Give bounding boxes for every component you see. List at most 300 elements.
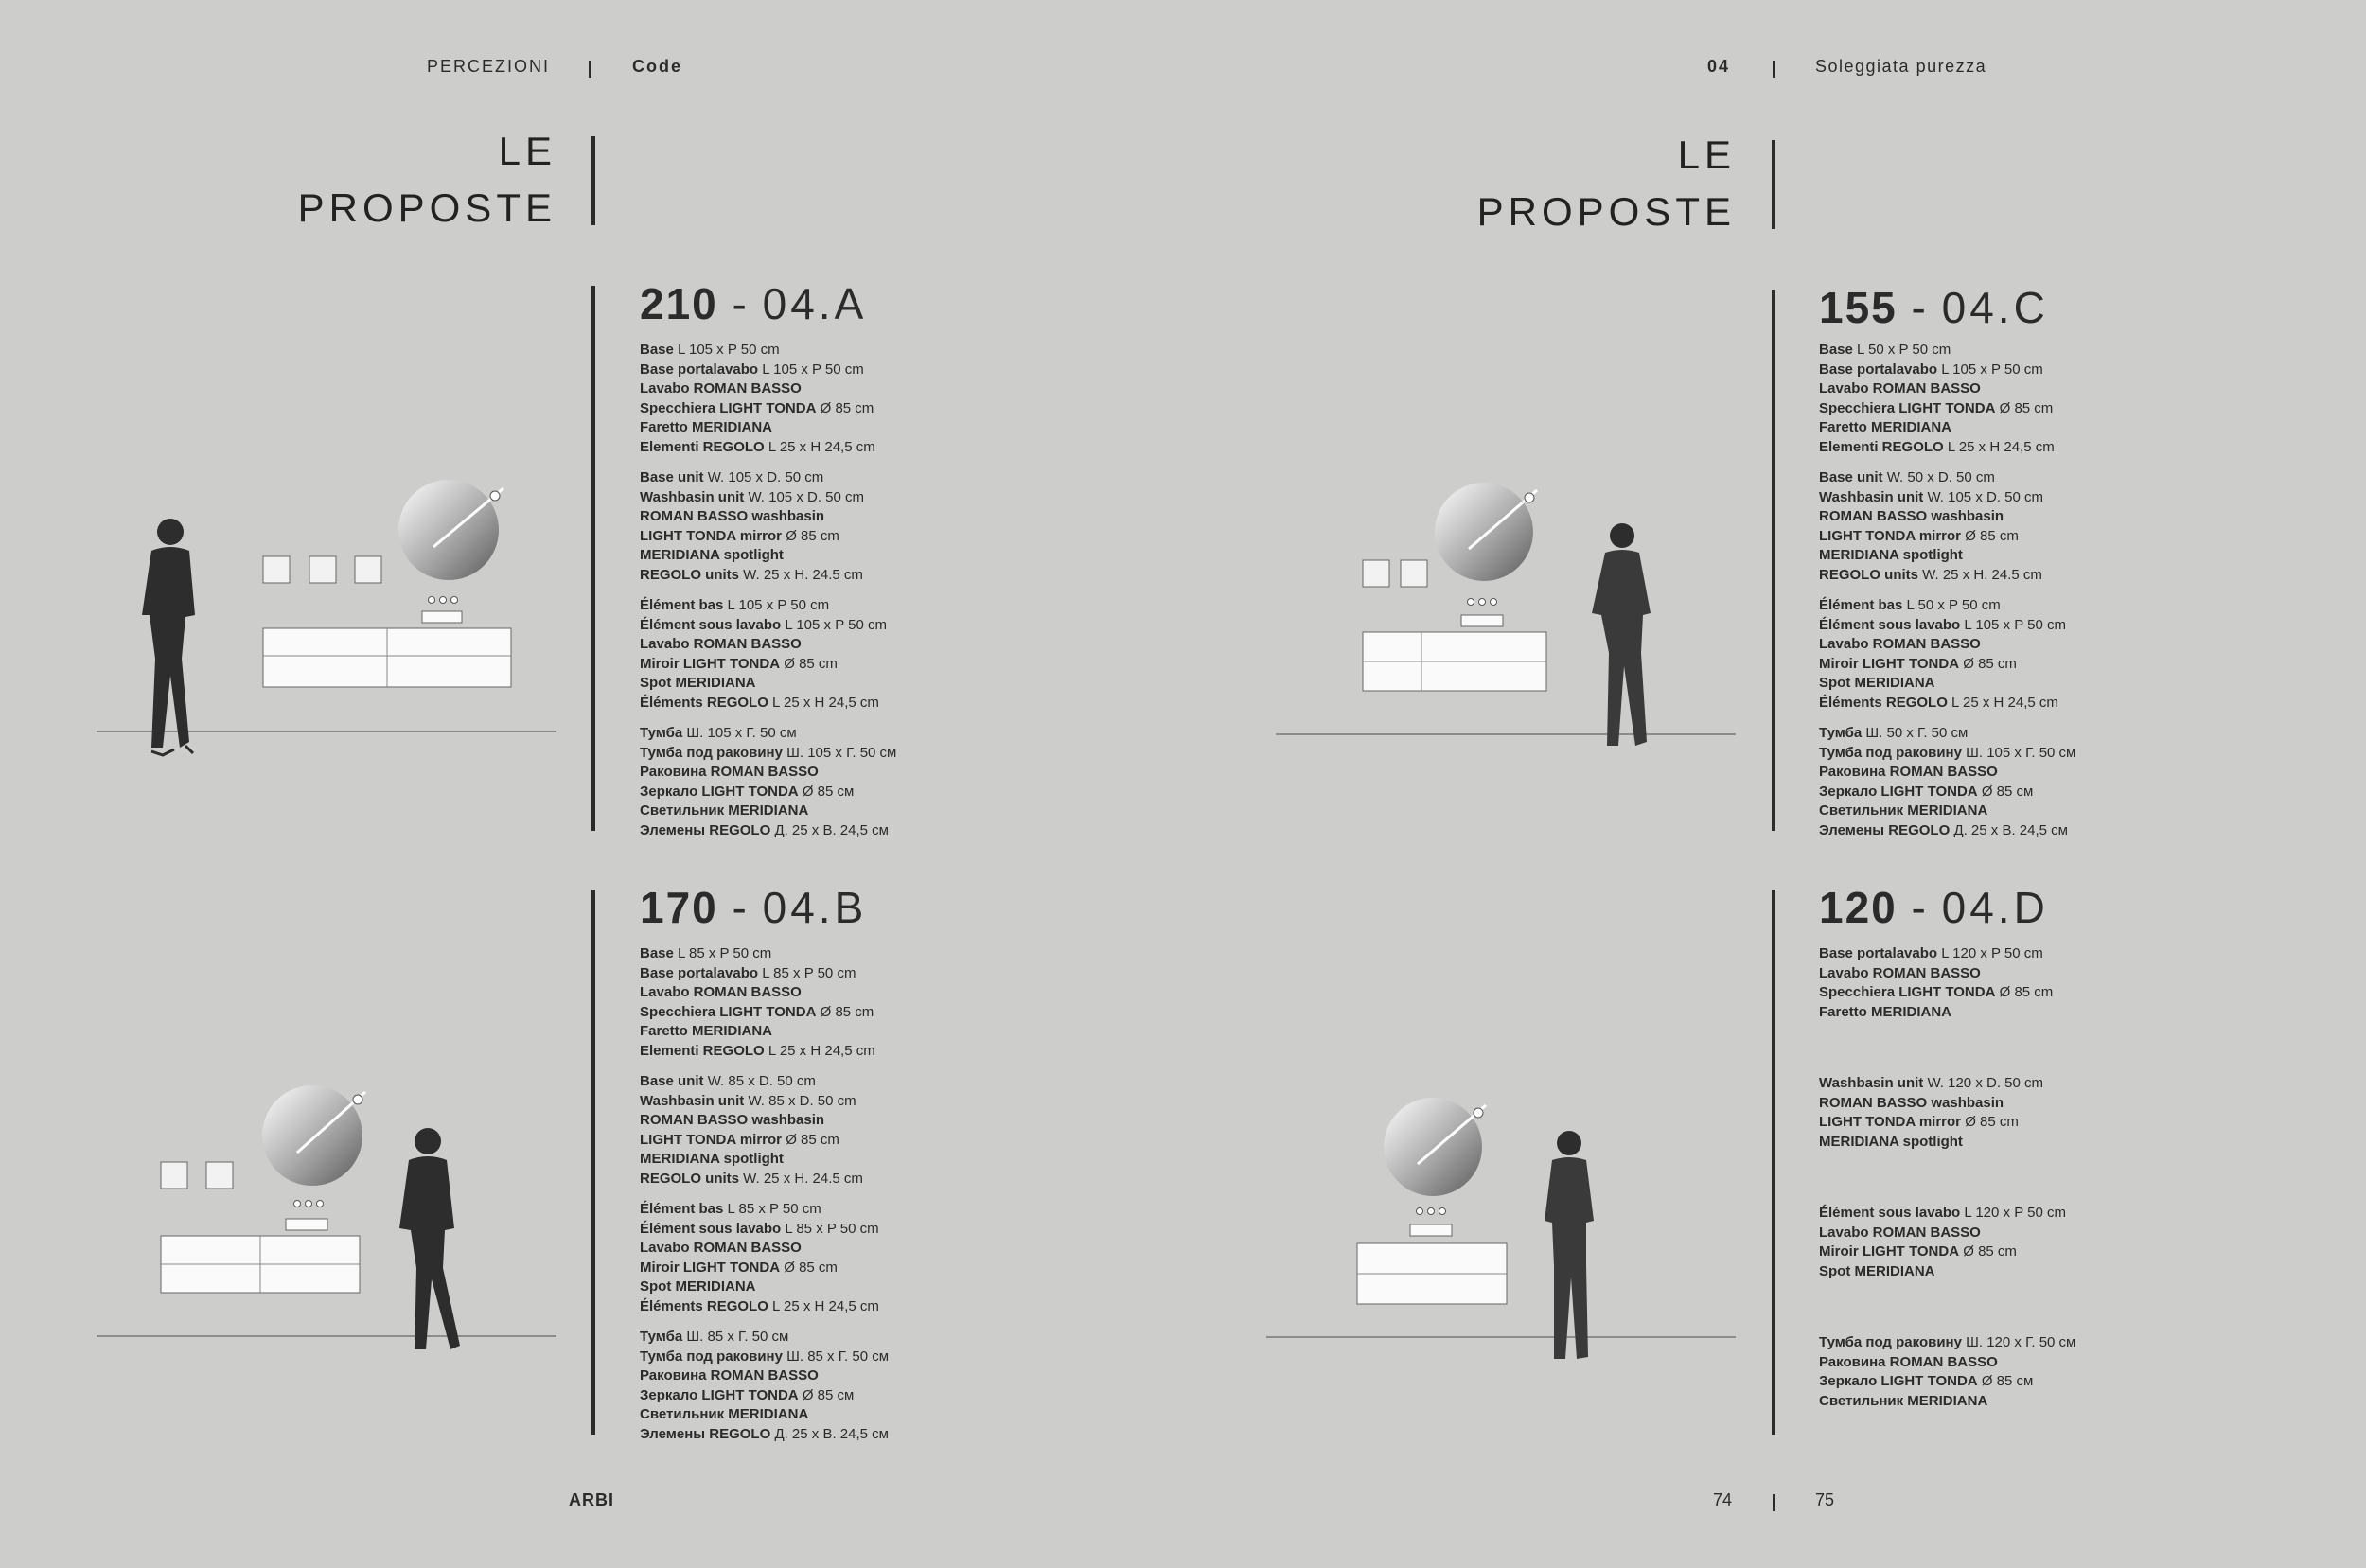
spec-item-dimension: Ø 85 см [802, 783, 855, 800]
spec-item-dimension: Ø 85 cm [1963, 655, 2017, 672]
proposal-c-title [1819, 282, 2049, 333]
spec-item-dimension: Д. 25 x В. 24,5 см [1953, 821, 2068, 838]
spec-line [640, 1425, 889, 1445]
spec-item-name: Élément sous lavabo [640, 1220, 782, 1237]
proposal-b-divider [592, 890, 595, 1435]
vanity-cabinet-icon [1357, 1224, 1507, 1304]
footer-divider [1773, 1494, 1775, 1511]
spec-item-name: Éléments REGOLO [640, 1297, 768, 1314]
spec-group [1819, 468, 2075, 585]
header-chapter-title [632, 57, 682, 77]
spec-item-dimension: L 50 x P 50 cm [1906, 597, 2001, 613]
spec-group [1819, 1074, 2075, 1152]
spec-group [640, 1328, 889, 1444]
spec-group [1819, 724, 2075, 840]
round-mirror-icon [1435, 483, 1537, 581]
proposal-b-code: 04.B [762, 883, 868, 932]
proposal-c-divider [1772, 290, 1775, 831]
proposal-d-divider [1772, 890, 1775, 1435]
spec-item-dimension: L 25 x H 24,5 cm [768, 1042, 875, 1059]
spec-item-name: Spot MERIDIANA [640, 1278, 756, 1295]
spec-item-dimension: Ø 85 cm [786, 1131, 839, 1148]
spotlight-icon [1417, 1208, 1446, 1215]
person-figure-icon [399, 1128, 460, 1349]
spec-line [1819, 361, 2075, 380]
spec-item-name: Зеркало LIGHT TONDA [1819, 1373, 1978, 1389]
spec-group [1819, 1333, 2075, 1411]
round-mirror-icon [1384, 1098, 1486, 1196]
spec-line [1819, 616, 2075, 636]
header-section: PERCEZIONI [427, 57, 551, 76]
spec-item-name: Lavabo ROMAN BASSO [1819, 964, 1981, 981]
spec-item-dimension: L 85 x P 50 cm [727, 1201, 821, 1217]
title-divider-left [592, 136, 595, 225]
round-mirror-icon [262, 1085, 365, 1186]
spec-item-name: Lavabo ROMAN BASSO [1819, 1224, 1981, 1241]
spec-line [1819, 596, 2075, 616]
spec-item-name: Éléments REGOLO [1819, 694, 1948, 711]
spec-item-dimension: L 105 x P 50 cm [678, 342, 780, 358]
spec-line [1819, 507, 2075, 527]
spec-line [640, 1277, 889, 1297]
spec-item-name: Base unit [640, 1073, 704, 1089]
spec-line [1819, 983, 2075, 1003]
spec-group [1819, 944, 2075, 1022]
header-divider-left [589, 61, 592, 78]
spec-item-dimension: Ø 85 см [802, 1386, 855, 1403]
spec-item-name: Светильник MERIDIANA [1819, 1392, 1988, 1409]
spec-item-name: Miroir LIGHT TONDA [1819, 1243, 1960, 1260]
spec-item-name: REGOLO units [640, 1170, 739, 1187]
spec-line [640, 546, 896, 566]
spec-item-dimension: L 25 x H 24,5 cm [1947, 438, 2055, 455]
spec-line [640, 1072, 889, 1092]
regolo-square-unit-icon [1363, 560, 1427, 587]
spec-item-name: Раковина ROMAN BASSO [640, 1367, 819, 1383]
spotlight-icon [1468, 599, 1497, 606]
spec-line [1819, 1392, 2075, 1412]
header-chapter-number [1707, 57, 1730, 77]
spec-item-name: Тумба под раковину [1819, 744, 1962, 761]
spec-item-dimension: L 25 x H 24,5 cm [1951, 694, 2058, 711]
spec-line [640, 783, 896, 802]
spec-item-name: Faretto MERIDIANA [1819, 1003, 1952, 1020]
spec-item-name: Elementi REGOLO [1819, 438, 1944, 455]
spec-item-name: Specchiera LIGHT TONDA [640, 1003, 817, 1020]
page-title-right-line2: PROPOSTE [1476, 189, 1736, 234]
person-figure-icon [1592, 523, 1651, 746]
spec-line [640, 1092, 889, 1112]
footer-page-left: 74 [1713, 1490, 1733, 1509]
header-divider-right [1773, 61, 1775, 78]
spec-item-dimension: W. 85 x D. 50 cm [707, 1073, 816, 1089]
proposal-d-code: 04.D [1941, 883, 2049, 932]
spec-line [640, 1239, 889, 1259]
spec-item-dimension: L 105 x P 50 cm [727, 597, 830, 613]
spec-item-name: Éléments REGOLO [640, 694, 768, 711]
spec-item-name: Base unit [640, 469, 704, 485]
spec-item-name: Miroir LIGHT TONDA [640, 1259, 781, 1276]
spec-line [640, 724, 896, 744]
spec-item-dimension: Ø 85 см [1981, 1373, 2034, 1389]
proposal-d-separator: - [1897, 883, 1942, 932]
spec-line [1819, 944, 2075, 964]
spec-item-name: Washbasin unit [640, 1092, 745, 1109]
spec-item-name: Тумба под раковину [640, 1348, 783, 1365]
spec-line [1819, 527, 2075, 547]
regolo-square-unit-icon [161, 1162, 233, 1189]
spec-line [640, 1003, 889, 1023]
spec-item-name: MERIDIANA spotlight [640, 547, 784, 563]
spec-item-name: Lavabo ROMAN BASSO [640, 636, 802, 652]
spec-item-dimension: L 105 x P 50 cm [1964, 616, 2066, 633]
spec-item-dimension: L 105 x P 50 cm [762, 361, 864, 378]
spec-item-name: Раковина ROMAN BASSO [1819, 1353, 1998, 1370]
spec-line [640, 1386, 889, 1406]
spec-item-name: Élément sous lavabo [640, 616, 782, 633]
spotlight-icon [294, 1201, 324, 1207]
spec-item-dimension: W. 120 x D. 50 cm [1927, 1075, 2043, 1091]
spec-line [1819, 1074, 2075, 1094]
proposal-b-specs [640, 944, 889, 1455]
spec-item-name: Spot MERIDIANA [1819, 675, 1935, 691]
spec-item-dimension: L 105 x P 50 cm [1941, 361, 2043, 378]
spec-group [1819, 596, 2075, 713]
spec-item-name: Lavabo ROMAN BASSO [640, 380, 802, 396]
spec-line [640, 1259, 889, 1278]
spec-item-name: Élément bas [1819, 597, 1903, 613]
spec-line [640, 1200, 889, 1220]
spec-item-dimension: Ø 85 cm [820, 1003, 874, 1020]
spec-line [640, 1348, 889, 1367]
spec-item-dimension: L 85 x P 50 cm [762, 964, 856, 981]
spec-item-name: Base portalavabo [1819, 361, 1938, 378]
spec-line [640, 438, 896, 458]
spec-item-name: Зеркало LIGHT TONDA [640, 1386, 799, 1403]
spec-item-name: Элемены REGOLO [640, 1425, 771, 1442]
proposal-d-width: 120 [1819, 883, 1898, 932]
spec-item-name: Раковина ROMAN BASSO [640, 764, 819, 780]
spec-item-name: MERIDIANA spotlight [1819, 1133, 1963, 1150]
spec-line [1819, 724, 2075, 744]
proposal-a-code: 04.A [762, 279, 868, 328]
scene-a-illustration [95, 473, 530, 766]
spec-item-name: Specchiera LIGHT TONDA [640, 399, 817, 416]
spec-line [640, 802, 896, 821]
spec-line [1819, 694, 2075, 714]
spec-item-name: Base portalavabo [1819, 945, 1938, 961]
proposal-c-width: 155 [1819, 283, 1898, 332]
spec-line [640, 399, 896, 419]
spec-item-name: Раковина ROMAN BASSO [1819, 764, 1998, 780]
spec-line [640, 1220, 889, 1240]
header-chapter-number-text: 04 [1707, 57, 1731, 76]
spec-item-dimension: Ø 85 cm [1963, 1243, 2017, 1260]
spec-item-name: Élément bas [640, 597, 724, 613]
spec-item-name: ROMAN BASSO washbasin [640, 1112, 825, 1128]
spec-line [1819, 438, 2075, 458]
spec-item-dimension: Ш. 50 x Г. 50 см [1865, 725, 1969, 741]
spec-line [1819, 546, 2075, 566]
spec-line [640, 566, 896, 586]
proposal-a-separator: - [717, 279, 763, 328]
spec-line [640, 488, 896, 508]
spec-item-name: Base [640, 945, 674, 961]
spec-line [640, 1170, 889, 1189]
spec-group [640, 724, 896, 840]
spec-item-dimension: W. 25 x H. 24.5 cm [743, 566, 863, 583]
spec-line [640, 1042, 889, 1062]
spec-line [1819, 802, 2075, 821]
spec-item-name: Elementi REGOLO [640, 1042, 765, 1059]
spec-line [640, 763, 896, 783]
spec-line [640, 468, 896, 488]
spec-item-name: ROMAN BASSO washbasin [1819, 1094, 2004, 1111]
spec-item-name: ROMAN BASSO washbasin [1819, 508, 2004, 524]
spec-item-dimension: Ø 85 cm [786, 527, 839, 544]
spec-line [1819, 674, 2075, 694]
spec-item-name: LIGHT TONDA mirror [1819, 1114, 1962, 1130]
spec-line [640, 616, 896, 636]
spec-line [640, 1131, 889, 1151]
spec-item-name: Élément bas [640, 1201, 724, 1217]
spec-line [1819, 566, 2075, 586]
spec-line [1819, 1133, 2075, 1153]
spec-item-dimension: L 25 x H 24,5 cm [772, 694, 879, 711]
scene-b-illustration [151, 1069, 530, 1372]
spec-item-name: Élément sous lavabo [1819, 1205, 1961, 1221]
spec-item-dimension: Ø 85 cm [820, 399, 874, 416]
footer-page-right: 75 [1815, 1490, 1835, 1509]
spec-item-name: Элемены REGOLO [640, 821, 771, 838]
spec-item-name: Base unit [1819, 469, 1883, 485]
header-chapter-title-text: Code [632, 57, 682, 76]
spec-item-name: Зеркало LIGHT TONDA [640, 783, 799, 800]
proposal-d-specs [1819, 944, 2075, 1463]
regolo-square-unit-icon [263, 556, 381, 583]
spec-item-name: Lavabo ROMAN BASSO [1819, 636, 1981, 652]
spec-line [1819, 1094, 2075, 1114]
spec-line [640, 341, 896, 361]
spec-item-name: Тумба [640, 1329, 683, 1345]
spec-item-name: Élément sous lavabo [1819, 616, 1961, 633]
spec-line [640, 983, 889, 1003]
spec-item-dimension: W. 105 x D. 50 cm [748, 488, 864, 505]
spec-line [640, 1297, 889, 1317]
spec-line [1819, 1372, 2075, 1392]
spec-item-dimension: Ш. 105 x Г. 50 см [786, 744, 897, 761]
spec-item-dimension: Ø 85 cm [1999, 984, 2054, 1000]
spec-line [1819, 418, 2075, 438]
spec-line [640, 1366, 889, 1386]
spec-line [640, 1405, 889, 1425]
spec-item-name: Тумба [1819, 725, 1863, 741]
spec-item-name: Светильник MERIDIANA [640, 1406, 809, 1422]
spec-item-name: Lavabo ROMAN BASSO [640, 1240, 802, 1256]
spec-item-dimension: Ш. 120 x Г. 50 см [1966, 1334, 2076, 1350]
spec-item-dimension: L 85 x P 50 cm [785, 1220, 879, 1237]
spec-item-dimension: Ø 85 cm [1965, 1114, 2019, 1130]
spec-line [1819, 341, 2075, 361]
person-figure-icon [1545, 1131, 1594, 1359]
spec-line [1819, 379, 2075, 399]
spec-group [640, 341, 896, 457]
person-figure-icon [142, 519, 195, 755]
spec-line [640, 944, 889, 964]
spec-item-name: ROMAN BASSO washbasin [640, 508, 825, 524]
spec-line [640, 1022, 889, 1042]
spec-item-name: LIGHT TONDA mirror [640, 1131, 783, 1148]
spec-line [1819, 1262, 2075, 1282]
spec-line [640, 821, 896, 841]
spec-item-name: Тумба под раковину [1819, 1334, 1962, 1350]
spec-item-dimension: L 120 x P 50 cm [1964, 1205, 2066, 1221]
spec-group [1819, 341, 2075, 457]
spec-item-dimension: W. 105 x D. 50 cm [707, 469, 824, 485]
spec-item-dimension: Ø 85 см [1981, 783, 2034, 800]
spec-line [640, 1111, 889, 1131]
spec-item-name: Тумба [640, 725, 683, 741]
spec-item-dimension: L 25 x H 24,5 cm [772, 1297, 879, 1314]
proposal-a-width: 210 [640, 279, 718, 328]
spec-item-name: Spot MERIDIANA [1819, 1262, 1935, 1279]
spec-group [1819, 1204, 2075, 1281]
spec-line [1819, 1003, 2075, 1023]
spec-line [1819, 783, 2075, 802]
proposal-b-separator: - [717, 883, 763, 932]
spec-line [640, 1150, 889, 1170]
proposal-a-specs [640, 341, 896, 852]
spec-line [640, 694, 896, 714]
spec-group [640, 944, 889, 1061]
spec-line [1819, 964, 2075, 984]
spec-line [1819, 1224, 2075, 1243]
proposal-b-width: 170 [640, 883, 718, 932]
spec-line [640, 418, 896, 438]
spec-item-name: Светильник MERIDIANA [1819, 802, 1988, 819]
spotlight-icon [429, 597, 458, 604]
spec-item-name: Faretto MERIDIANA [640, 419, 773, 435]
spec-line [640, 744, 896, 764]
round-mirror-icon [398, 480, 503, 580]
spec-line [1819, 821, 2075, 841]
spec-item-name: LIGHT TONDA mirror [640, 527, 783, 544]
spec-item-name: Lavabo ROMAN BASSO [1819, 380, 1981, 396]
spec-item-name: Lavabo ROMAN BASSO [640, 984, 802, 1000]
spec-item-dimension: Ø 85 cm [784, 1259, 838, 1276]
spec-line [1819, 655, 2075, 675]
spec-line [1819, 399, 2075, 419]
spec-line [640, 1328, 889, 1348]
proposal-c-code: 04.C [1941, 283, 2049, 332]
title-divider-right [1772, 140, 1775, 229]
spec-item-name: Base [640, 342, 674, 358]
spec-line [1819, 1113, 2075, 1133]
spec-item-name: Тумба под раковину [640, 744, 783, 761]
spec-item-name: Washbasin unit [640, 488, 745, 505]
spec-line [640, 507, 896, 527]
spec-item-name: REGOLO units [1819, 566, 1918, 583]
spec-item-dimension: L 85 x P 50 cm [678, 945, 772, 961]
spec-item-name: Зеркало LIGHT TONDA [1819, 783, 1978, 800]
spec-item-name: Specchiera LIGHT TONDA [1819, 984, 1996, 1000]
spec-line [640, 527, 896, 547]
spec-item-name: Base portalavabo [640, 361, 759, 378]
spec-item-dimension: Ø 85 cm [784, 655, 838, 672]
spec-item-dimension: L 25 x H 24,5 cm [768, 438, 875, 455]
spec-group [640, 468, 896, 585]
spec-line [640, 379, 896, 399]
spec-group [640, 596, 896, 713]
spec-item-dimension: Д. 25 x В. 24,5 см [774, 821, 889, 838]
spec-line [640, 964, 889, 984]
footer-brand: ARBI [569, 1490, 614, 1509]
vanity-cabinet-icon [1363, 615, 1546, 691]
proposal-a-divider [592, 286, 595, 831]
spec-item-name: Светильник MERIDIANA [640, 802, 809, 819]
spec-line [1819, 1242, 2075, 1262]
scene-d-illustration [1344, 1079, 1704, 1372]
spec-item-name: Base portalavabo [640, 964, 759, 981]
proposal-b-title [640, 882, 867, 933]
spec-item-name: Washbasin unit [1819, 488, 1924, 505]
vanity-cabinet-icon [263, 611, 511, 687]
spec-line [1819, 1353, 2075, 1373]
page-title-right [1477, 127, 1736, 240]
spec-line [1819, 744, 2075, 764]
spec-line [1819, 1204, 2075, 1224]
proposal-c-specs [1819, 341, 2075, 852]
spec-line [1819, 488, 2075, 508]
spec-item-name: Specchiera LIGHT TONDA [1819, 399, 1996, 416]
spec-item-name: Washbasin unit [1819, 1075, 1924, 1091]
spec-line [1819, 763, 2075, 783]
spec-item-dimension: Ø 85 cm [1999, 399, 2054, 416]
spec-item-dimension: W. 25 x H. 24.5 cm [1922, 566, 2042, 583]
spec-line [1819, 635, 2075, 655]
spec-line [640, 655, 896, 675]
spec-item-name: MERIDIANA spotlight [640, 1151, 784, 1167]
vanity-cabinet-icon [161, 1219, 360, 1293]
spec-item-dimension: W. 50 x D. 50 cm [1886, 469, 1995, 485]
spec-item-name: Base [1819, 342, 1853, 358]
proposal-d-title [1819, 882, 2049, 933]
spec-group [640, 1072, 889, 1189]
scene-c-illustration [1344, 473, 1704, 766]
spec-item-name: Элемены REGOLO [1819, 821, 1951, 838]
spec-item-dimension: Ш. 85 x Г. 50 см [686, 1329, 789, 1345]
page-title-left-line2: PROPOSTE [297, 185, 556, 230]
spec-item-dimension: Ш. 105 x Г. 50 см [1966, 744, 2076, 761]
spec-item-dimension: Д. 25 x В. 24,5 см [774, 1425, 889, 1442]
spec-item-name: Miroir LIGHT TONDA [640, 655, 781, 672]
proposal-c-separator: - [1897, 283, 1942, 332]
spec-item-dimension: L 120 x P 50 cm [1941, 945, 2043, 961]
spec-item-dimension: Ø 85 cm [1965, 527, 2019, 544]
spec-line [640, 635, 896, 655]
spec-item-dimension: W. 105 x D. 50 cm [1927, 488, 2043, 505]
spec-item-dimension: W. 25 x H. 24.5 cm [743, 1170, 863, 1187]
spec-item-name: Faretto MERIDIANA [640, 1023, 773, 1039]
spec-item-name: Elementi REGOLO [640, 438, 765, 455]
spec-group [640, 1200, 889, 1316]
spec-item-dimension: Ш. 85 x Г. 50 см [786, 1348, 890, 1365]
spec-item-dimension: Ш. 105 x Г. 50 см [686, 725, 797, 741]
spec-item-name: LIGHT TONDA mirror [1819, 527, 1962, 544]
spec-item-name: MERIDIANA spotlight [1819, 547, 1963, 563]
page-title-left-line1: LE [498, 129, 556, 173]
spec-item-name: Faretto MERIDIANA [1819, 419, 1952, 435]
